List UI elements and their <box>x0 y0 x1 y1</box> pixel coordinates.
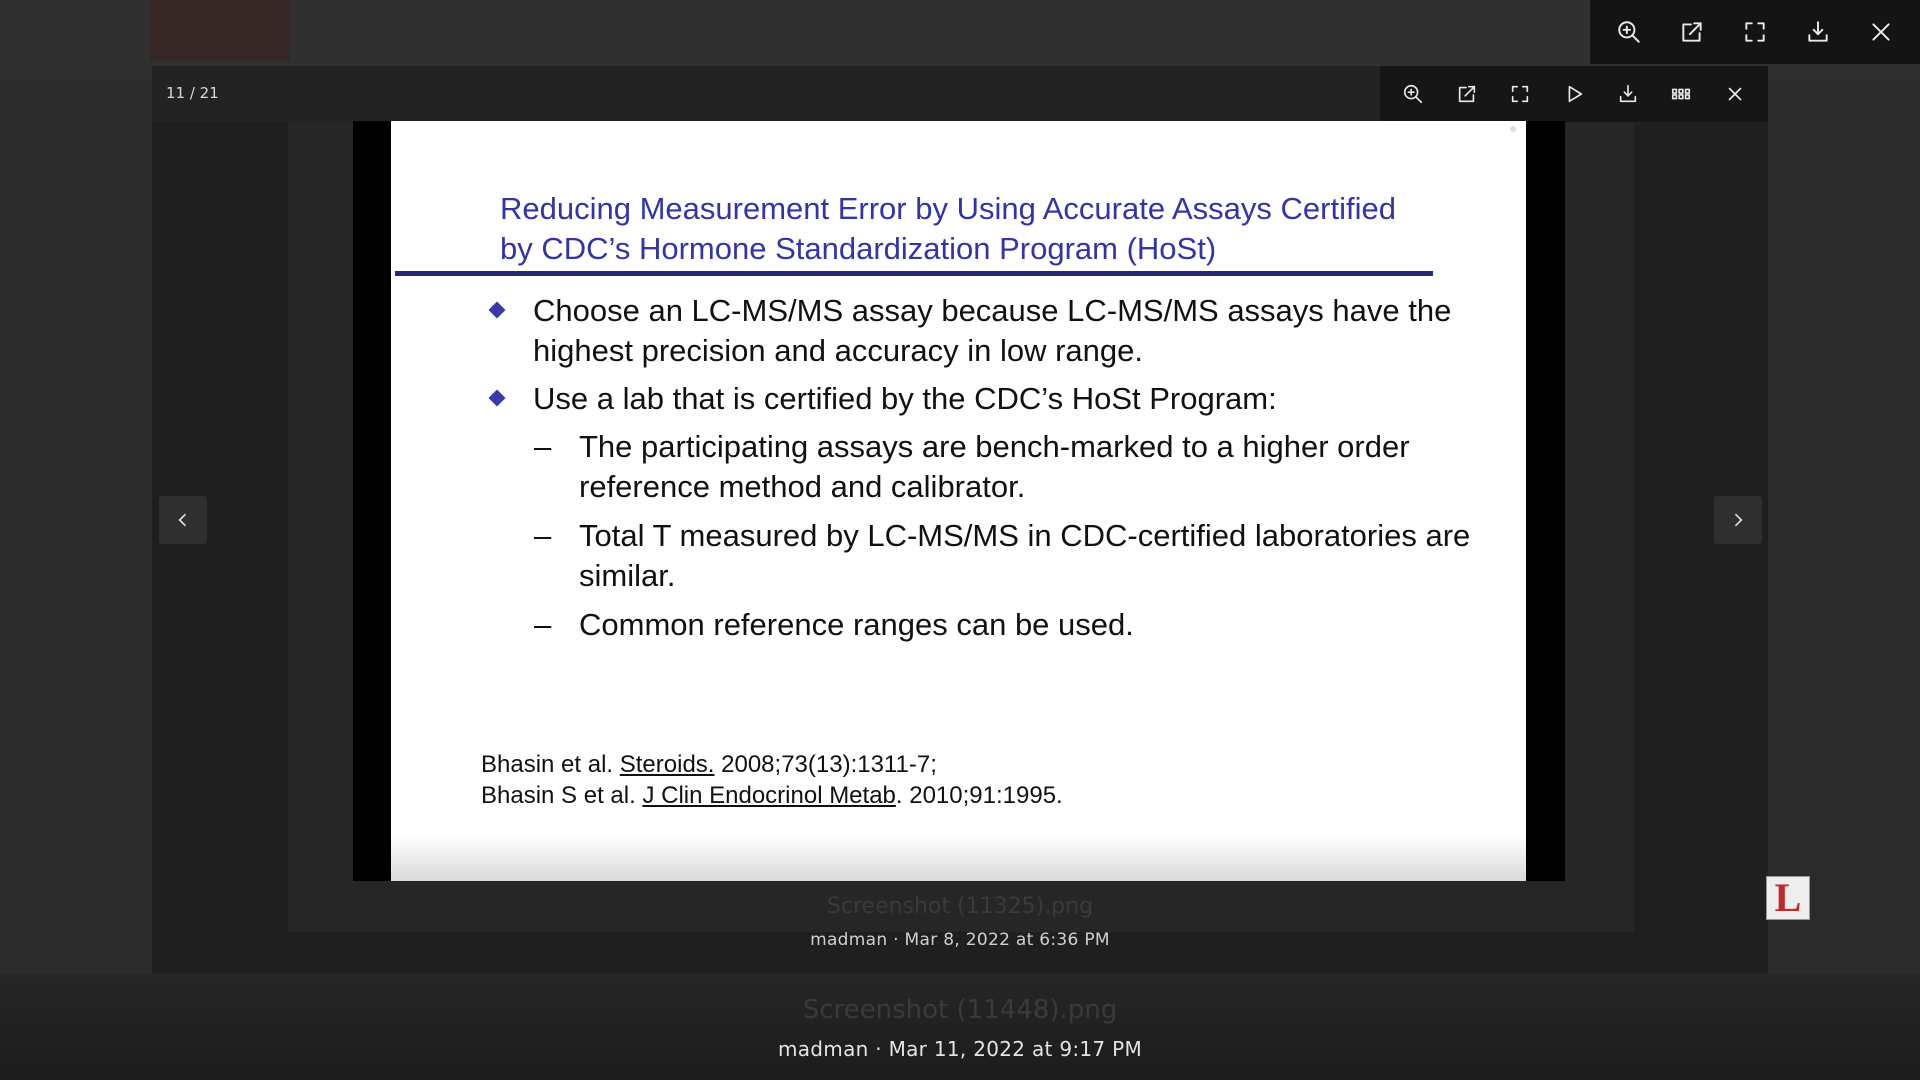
background-image-filename: Screenshot (11448).png <box>802 995 1118 1025</box>
viewer-toolbar <box>1380 66 1768 122</box>
open-external-icon <box>1679 19 1705 45</box>
slide-title-line-1: Reducing Measurement Error by Using Accurate Assays Certified <box>500 191 1396 226</box>
ref-citation: 2008;73(13):1311-7; <box>714 751 937 778</box>
viewer-fullscreen-button[interactable] <box>1498 72 1542 116</box>
viewer-close-button[interactable] <box>1713 72 1757 116</box>
background-tab <box>150 0 290 60</box>
slide-title-line-2: by CDC’s Hormone Standardization Program (HoSt) <box>500 231 1217 266</box>
slide-content <box>391 121 1526 881</box>
next-image-button[interactable] <box>1714 496 1762 544</box>
sub-bullet-item <box>491 605 1491 645</box>
diamond-bullet-icon <box>489 302 506 319</box>
download-button[interactable] <box>1796 10 1840 54</box>
reference-1 <box>481 749 1063 780</box>
reference-2 <box>481 780 1063 811</box>
image-meta: madman · Mar 8, 2022 at 6:36 PM <box>810 930 1110 950</box>
ref-journal: Steroids. <box>619 751 715 778</box>
dash-marker: – <box>534 607 552 642</box>
references <box>481 749 1063 811</box>
image-filename: Screenshot (11325).png <box>826 894 1094 919</box>
zoom-in-button[interactable] <box>1607 10 1651 54</box>
play-icon <box>1563 83 1585 105</box>
download-icon <box>1617 83 1639 105</box>
close-button[interactable] <box>1859 10 1903 54</box>
bullet-item <box>491 379 1491 419</box>
viewer-open-external-button[interactable] <box>1445 72 1489 116</box>
chevron-left-icon <box>173 510 193 530</box>
open-external-icon <box>1456 83 1478 105</box>
image-counter: 11 / 21 <box>166 84 219 102</box>
zoom-in-icon <box>1616 19 1642 45</box>
background-image-meta: madman · Mar 11, 2022 at 9:17 PM <box>777 1037 1143 1061</box>
outer-viewer-toolbar <box>1590 0 1920 64</box>
background-footer <box>0 975 1920 1080</box>
sub-bullet-text: Common reference ranges can be used. <box>579 607 1134 642</box>
close-icon <box>1868 19 1894 45</box>
dash-marker: – <box>534 518 552 553</box>
diamond-bullet-icon <box>489 390 506 407</box>
dash-marker: – <box>534 429 552 464</box>
slide-title <box>500 189 1520 269</box>
slide-dot <box>1510 126 1516 132</box>
chevron-right-icon <box>1728 510 1748 530</box>
open-external-button[interactable] <box>1670 10 1714 54</box>
ref-citation: . 2010;91:1995. <box>895 782 1063 809</box>
viewer-header <box>152 66 1768 122</box>
previous-image-button[interactable] <box>159 496 207 544</box>
slideshow-play-button[interactable] <box>1552 72 1596 116</box>
sub-bullet-item <box>491 516 1491 596</box>
university-logo <box>1766 876 1810 920</box>
sub-bullet-text: The participating assays are bench-marked to a higher order reference method and calibrator. <box>579 429 1410 504</box>
grid-view-button[interactable] <box>1659 72 1703 116</box>
zoom-in-icon <box>1402 83 1424 105</box>
ref-author: Bhasin et al. <box>481 751 620 778</box>
bullet-item <box>491 291 1491 371</box>
fullscreen-icon <box>1509 83 1531 105</box>
sub-bullet-text: Total T measured by LC-MS/MS in CDC-certified laboratories are similar. <box>579 518 1471 593</box>
logo-letter: L <box>1774 875 1802 920</box>
viewer-download-button[interactable] <box>1606 72 1650 116</box>
bullet-list <box>491 291 1491 654</box>
close-icon <box>1724 83 1746 105</box>
sub-bullet-item <box>491 427 1491 507</box>
ref-author: Bhasin S et al. <box>481 782 643 809</box>
slide-bottom-fade <box>391 836 1526 881</box>
fullscreen-icon <box>1742 19 1768 45</box>
ref-journal: J Clin Endocrinol Metab <box>642 782 896 809</box>
title-underline <box>395 271 1433 276</box>
grid-icon <box>1670 83 1692 105</box>
fullscreen-button[interactable] <box>1733 10 1777 54</box>
image-viewer <box>152 66 1802 974</box>
viewer-zoom-in-button[interactable] <box>1391 72 1435 116</box>
download-icon <box>1805 19 1831 45</box>
bullet-text: Choose an LC-MS/MS assay because LC-MS/MS assays have the highest precision and accuracy in low range. <box>533 293 1452 368</box>
bullet-text: Use a lab that is certified by the CDC’s HoSt Program: <box>533 381 1277 416</box>
